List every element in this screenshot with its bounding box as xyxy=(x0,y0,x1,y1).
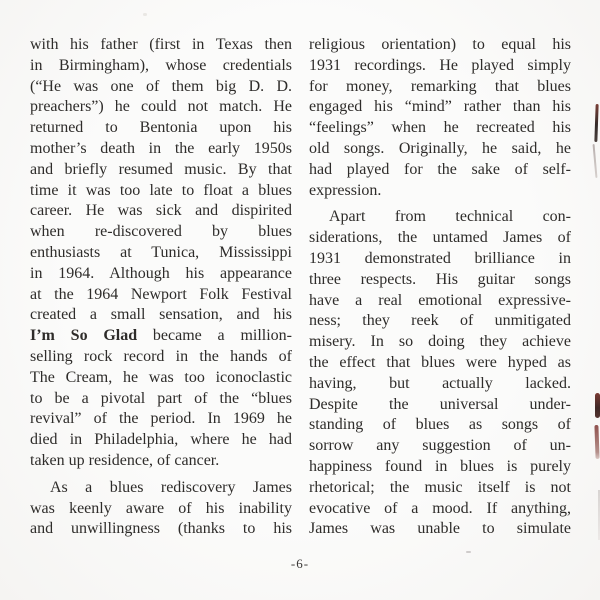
text-line xyxy=(30,499,292,520)
text-segment: time it was too late to float a blues xyxy=(30,181,292,199)
text-segment: in Birmingham), whose credentials xyxy=(30,56,292,74)
text-column-right xyxy=(309,35,571,540)
text-line xyxy=(30,243,292,264)
text-line xyxy=(30,389,292,410)
text-line xyxy=(309,77,571,98)
scan-edge-mark-maroon xyxy=(595,393,600,418)
text-line xyxy=(30,56,292,77)
text-line xyxy=(309,291,571,312)
text-line xyxy=(309,374,571,395)
text-segment: happiness found in blues is purely xyxy=(309,457,571,475)
text-line xyxy=(30,451,292,472)
text-segment: in 1964. Although his appearance xyxy=(30,264,292,282)
song-title-bold: I’m So Glad xyxy=(30,327,138,345)
text-line xyxy=(30,347,292,368)
text-line xyxy=(30,160,292,181)
text-segment: old songs. Originally, he said, he xyxy=(309,139,571,157)
scan-speck xyxy=(466,551,471,553)
text-line xyxy=(309,478,571,499)
text-line xyxy=(309,311,571,332)
text-segment: three respects. His guitar songs xyxy=(309,270,571,288)
text-line xyxy=(30,519,292,540)
text-segment: sorrow any suggestion of un- xyxy=(309,437,571,455)
text-line xyxy=(309,207,571,228)
text-line xyxy=(309,415,571,436)
text-segment: was keenly aware of his inability xyxy=(30,499,292,517)
text-line xyxy=(309,56,571,77)
text-line xyxy=(309,181,571,202)
text-line xyxy=(30,222,292,243)
text-segment: taken up residence, of cancer. xyxy=(30,451,220,469)
text-line xyxy=(30,118,292,139)
text-line xyxy=(30,97,292,118)
text-segment: evocative of a mood. If anything, xyxy=(309,499,571,517)
text-segment: having, but actually lacked. xyxy=(309,374,571,392)
text-segment: the effect that blues were hyped as xyxy=(309,353,571,371)
text-line xyxy=(309,160,571,181)
text-line xyxy=(30,478,292,499)
text-line xyxy=(309,97,571,118)
text-line xyxy=(30,305,292,326)
text-segment: selling rock record in the hands of xyxy=(30,347,292,365)
text-line xyxy=(309,436,571,457)
text-segment: enthusiasts at Tunica, Mississippi xyxy=(30,243,292,261)
text-segment: misery. In so doing they achieve xyxy=(309,333,571,351)
text-segment: As a blues rediscovery James xyxy=(50,478,292,496)
text-line xyxy=(309,270,571,291)
text-segment: preachers”) he could not match. He xyxy=(30,98,292,116)
scan-edge-mark-dark xyxy=(594,104,598,142)
text-segment: revival” of the period. In 1969 he xyxy=(30,410,292,428)
text-line xyxy=(309,118,571,139)
text-line xyxy=(30,430,292,451)
text-line xyxy=(30,201,292,222)
text-line xyxy=(30,181,292,202)
text-line xyxy=(30,35,292,56)
text-segment: returned to Bentonia upon his xyxy=(30,119,292,137)
text-segment: created a small sensation, and his xyxy=(30,306,292,324)
text-segment: had played for the sake of self- xyxy=(309,160,571,178)
text-line xyxy=(309,332,571,353)
text-segment: expression. xyxy=(309,181,382,199)
text-line xyxy=(309,519,571,540)
text-line xyxy=(309,35,571,56)
text-segment: siderations, the untamed James of xyxy=(309,229,571,247)
scan-edge-mark-gray xyxy=(593,144,598,178)
text-segment: engaged his “mind” rather than his xyxy=(309,98,571,116)
text-column-left xyxy=(30,35,292,540)
text-segment: Apart from technical con- xyxy=(329,208,571,226)
text-segment: religious orientation) to equal his xyxy=(309,36,571,53)
text-segment: James was unable to simulate xyxy=(309,520,571,538)
text-line xyxy=(30,326,292,347)
text-segment: with his father (first in Texas then xyxy=(30,36,292,53)
scan-speck xyxy=(143,13,147,16)
text-line xyxy=(309,228,571,249)
text-line xyxy=(309,353,571,374)
text-segment: 1931 recordings. He played simply xyxy=(309,56,571,74)
text-segment: 1931 demonstrated brilliance in xyxy=(309,249,571,267)
text-segment: became a million- xyxy=(137,327,292,345)
text-segment: died in Philadelphia, where he had xyxy=(30,431,292,449)
scan-edge-mark-red xyxy=(594,425,599,459)
text-segment: to be a pivotal part of the “blues xyxy=(30,389,292,407)
text-line xyxy=(30,285,292,306)
text-line xyxy=(30,368,292,389)
text-segment: at the 1964 Newport Folk Festival xyxy=(30,285,292,303)
text-segment: The Cream, he was too iconoclastic xyxy=(30,368,292,386)
text-segment: and briefly resumed music. By that xyxy=(30,160,292,178)
text-segment: “feelings” when he recreated his xyxy=(309,119,571,137)
page-number: -6- xyxy=(290,556,310,571)
text-segment: rhetorical; the music itself is not xyxy=(309,478,571,496)
text-segment: for money, remarking that blues xyxy=(309,77,571,95)
text-segment: mother’s death in the early 1950s xyxy=(30,139,292,157)
text-line xyxy=(30,409,292,430)
text-line xyxy=(30,77,292,98)
text-line xyxy=(309,395,571,416)
text-segment: have a real emotional expressive- xyxy=(309,291,571,309)
text-segment: (“He was one of them big D. D. xyxy=(30,77,292,95)
text-segment: ness; they reek of unmitigated xyxy=(309,312,571,330)
text-segment: and unwillingness (thanks to his xyxy=(30,520,292,538)
text-line xyxy=(309,499,571,520)
text-segment: career. He was sick and dispirited xyxy=(30,202,292,220)
text-line xyxy=(30,139,292,160)
text-line xyxy=(309,139,571,160)
text-segment: when re-discovered by blues xyxy=(30,223,292,241)
text-line xyxy=(309,249,571,270)
text-segment: standing of blues as songs of xyxy=(309,416,571,434)
text-segment: Despite the universal under- xyxy=(309,395,571,413)
text-line xyxy=(309,457,571,478)
text-line xyxy=(30,264,292,285)
